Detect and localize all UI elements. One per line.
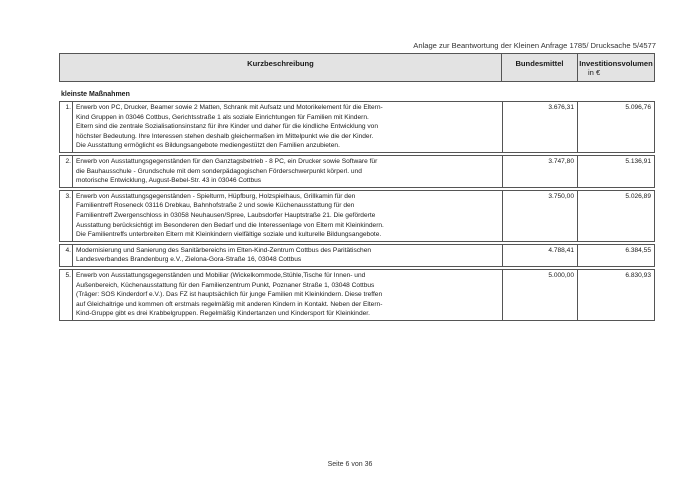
description-line: Kind-Gruppe gibt es drei Krabbelgruppen. Regelmäßig Kindertanzen und Kindersport für Kleinkinder. [76,310,370,318]
row-federal-funds: 3.676,31 [502,102,577,152]
row-investment-volume: 5.136,91 [577,156,654,187]
description-line: Eltern sind die zentrale Sozialisationsinstanz für ihre Kinder und daher für die kindliche Entwicklung von [76,123,379,131]
description-line: Erwerb von Ausstattungsgegenständen - Spielturm, Hüpfburg, Holzspielhaus, Grillkamin für den [76,192,356,200]
col-federal-header: Bundesmittel [501,54,577,81]
description-line: Außenbereich, Küchenausstattung für den Familienzentrum Punkt, Poznaner Straße 1, 03048 Cottbus [76,281,375,289]
table-row [59,269,655,321]
section-title: kleinste Maßnahmen [61,91,130,98]
table-body [59,101,655,321]
row-investment-volume: 6.830,93 [577,270,654,320]
page-number: Seite 6 von 36 [327,461,373,468]
table-row [59,244,655,267]
description-line: höchster Bedeutung. Ihre Interessen stehen deshalb gleichermaßen im Mittelpunkt wie die der Kinder. [76,132,374,140]
row-number: 3. [65,192,71,200]
row-description [72,191,502,241]
row-description [72,245,502,266]
description-line: Erwerb von PC, Drucker, Beamer sowie 2 Matten, Schrank mit Aufsatz und Motorikelement für die Eltern- [76,104,383,111]
description-line: Ausstattung berücksichtigt im Besonderen den Bedarf und die Interessenlage von Eltern mit Kleinkindern. [76,221,384,229]
description-line: (Träger: SOS Kinderdorf e.V.). Das FZ ist hauptsächlich für junge Familien mit Kleinkindern. Diese treffen [76,291,383,299]
col-investment-header-line2: in € [588,68,601,77]
description-line: Erwerb von Ausstattungsgegenständen für den Ganztagsbetrieb - 8 PC, ein Drucker sowie Software für [76,157,378,165]
row-description [72,156,502,187]
description-line: Familientreff Roseneck 03116 Drebkau, Bahnhofstraße 2 und sowie Küchenausstattung für den [76,202,355,210]
description-line: Die Familientreffs unterbreiten Eltern mit Kleinkindern vielfältige soziale und kulturelle Bildungsangebote. [76,231,382,239]
description-line: Familientreff Zwergenschloss in 03058 Neuhausen/Spree, Laubsdorfer Hauptstraße 21. Die geförderte [76,211,376,219]
description-line: Kind Gruppen in 03046 Cottbus, Gerichtsstraße 1 als soziale Einrichtungen für Familien mit Kindern. [76,113,369,121]
description-line: Die Ausstattung ermöglicht es Bildungsangebote mediengestützt den Familien anzubieten. [76,142,340,150]
row-federal-funds: 3.747,80 [502,156,577,187]
col-description-header: Kurzbeschreibung [247,59,314,68]
row-federal-funds: 3.750,00 [502,191,577,241]
description-line: die Bauhausschule - Grundschule mit dem sonderpädagogischen Förderschwerpunkt körperl. und [76,167,362,175]
table-row [59,190,655,242]
measures-table [59,53,655,323]
description-line: Erwerb von Ausstattungsgegenständen und Mobiliar (Wickelkommode,Stühle,Tische für Innen- und [76,271,366,279]
col-investment-header [577,54,654,81]
row-investment-volume: 5.026,89 [577,191,654,241]
table-header [59,53,655,82]
row-number: 1. [65,104,71,111]
description-line: Landesverbandes Brandenburg e.V., Zielona-Gora-Straße 16, 03048 Cottbus [76,256,302,264]
annex-header: Anlage zur Beantwortung der Kleinen Anfrage 1785/ Drucksache 5/4577 [413,41,656,50]
row-federal-funds: 5.000,00 [502,270,577,320]
row-number: 4. [65,246,71,254]
row-federal-funds: 4.788,41 [502,245,577,266]
table-row [59,155,655,188]
description-line: motorische Entwicklung, August-Bebel-Str. 43 in 03046 Cottbus [76,177,262,185]
row-description [72,270,502,320]
col-investment-header-line1: Investitionsvolumen [579,59,653,68]
row-investment-volume: 6.384,55 [577,245,654,266]
row-number: 5. [65,271,71,279]
table-row [59,101,655,153]
row-number: 2. [65,157,71,165]
description-line: Modernisierung und Sanierung des Sanitärbereichs im Elten-Kind-Zentrum Cottbus des Paritätischen [76,246,372,254]
description-line: auf Gleichaltrige und kommen oft erstmals regelmäßig mit anderen Kindern in Kontakt. Neben der Eltern- [76,300,383,308]
row-investment-volume: 5.096,76 [577,102,654,152]
row-description [72,102,502,152]
